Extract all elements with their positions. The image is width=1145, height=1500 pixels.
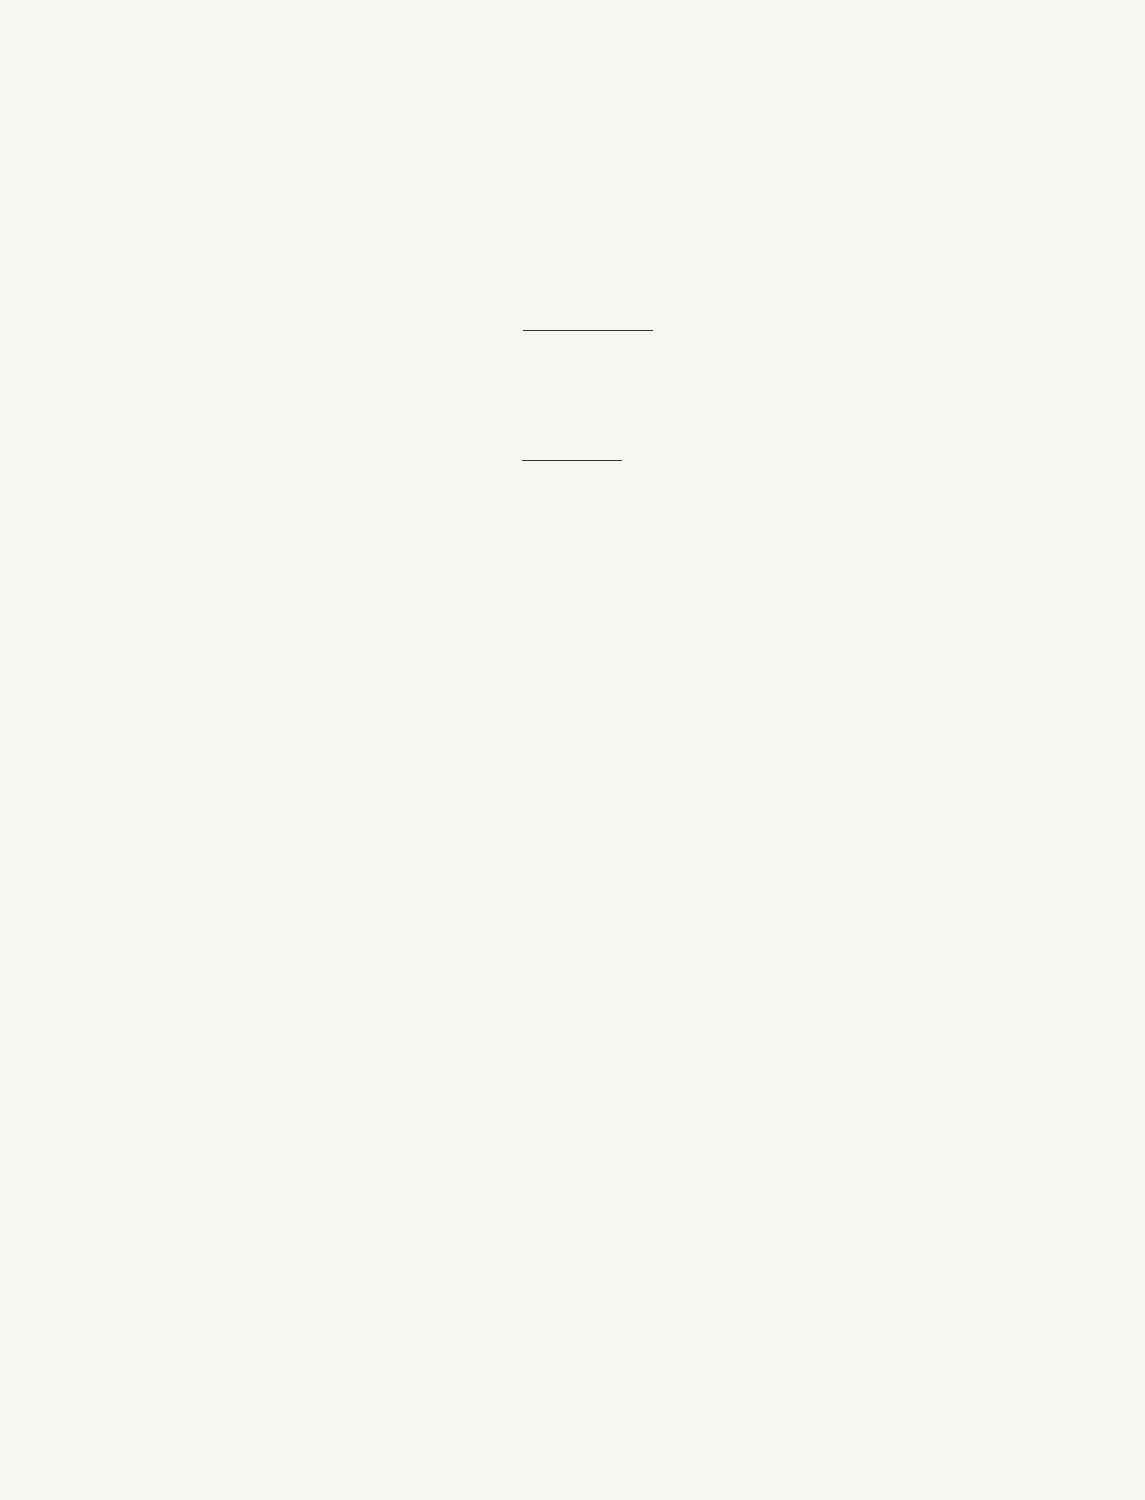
- title-underline: [522, 460, 622, 461]
- section-divider: [523, 330, 653, 331]
